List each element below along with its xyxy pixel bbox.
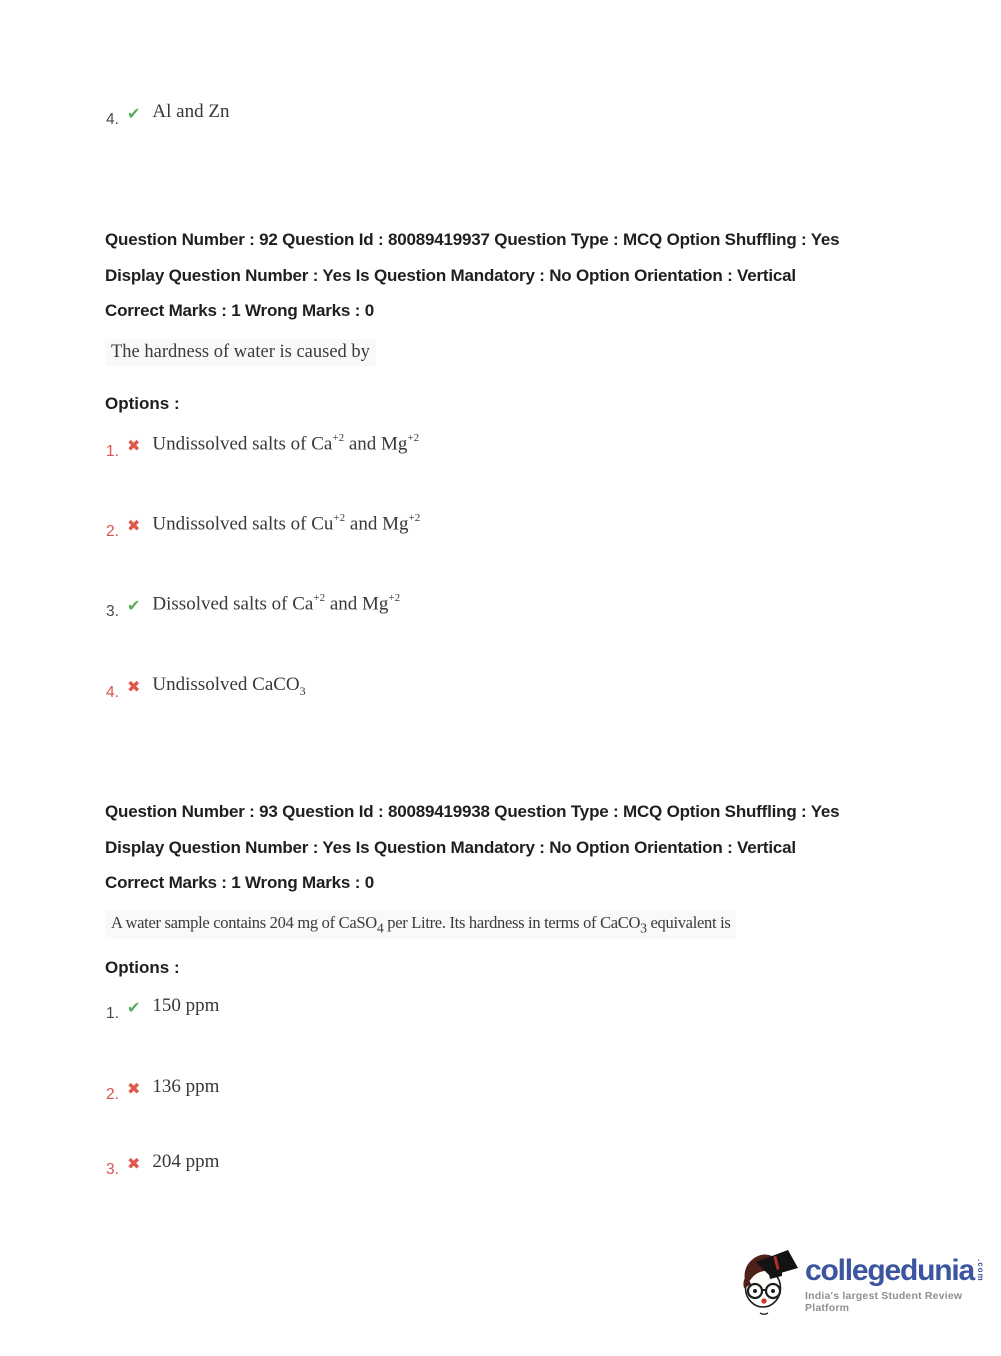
- brand-tagline: India's largest Student Review Platform: [805, 1290, 963, 1315]
- option-row: [106, 592, 401, 620]
- question-header-line: Question Number : 93 Question Id : 80089419938 Question Type : MCQ Option Shuffling : Yes: [105, 802, 840, 821]
- option-row: [106, 432, 420, 460]
- option-text: Dissolved salts of $Ca^{+2}$ and $Mg^{+2}$: [152, 592, 401, 615]
- logo-text: [805, 1255, 1001, 1315]
- option-number: 2.: [106, 1086, 119, 1103]
- option-row: [106, 995, 220, 1022]
- option-row: [106, 101, 230, 128]
- check-icon: ✔: [127, 998, 141, 1017]
- option-row: [106, 1151, 220, 1178]
- question-92-header: [105, 222, 945, 329]
- collegedunia-logo[interactable]: [736, 1244, 1001, 1325]
- question-header-line: Question Number : 92 Question Id : 80089419937 Question Type : MCQ Option Shuffling : Yes: [105, 230, 840, 249]
- option-text: 150 ppm: [152, 995, 220, 1016]
- option-text: 204 ppm: [152, 1151, 220, 1172]
- collegedunia-mascot-icon: [736, 1244, 800, 1325]
- option-number: 2.: [106, 523, 119, 540]
- cross-icon: ✖: [127, 1079, 141, 1098]
- question-93-header: [105, 794, 945, 901]
- option-number: 4.: [106, 111, 119, 128]
- cross-icon: ✖: [127, 516, 141, 535]
- cross-icon: ✖: [127, 677, 141, 696]
- option-number: 3.: [106, 1161, 119, 1178]
- option-number: 4.: [106, 684, 119, 701]
- brand-row: [805, 1255, 1001, 1287]
- option-number: 3.: [106, 603, 119, 620]
- option-row: [106, 1076, 220, 1103]
- options-label: Options :: [105, 394, 180, 413]
- brand-tld: .com: [975, 1258, 985, 1282]
- option-text: Undissolved salts of $Cu^{+2}$ and $Mg^{+2}$: [152, 512, 421, 535]
- option-number: 1.: [106, 443, 119, 460]
- cross-icon: ✖: [127, 1154, 141, 1173]
- check-icon: ✔: [127, 104, 141, 123]
- option-row: [106, 674, 306, 699]
- question-93-text: A water sample contains 204 mg of CaSO$_4$ per Litre. Its hardness in terms of CaCO$_3$ equivalent is: [105, 910, 736, 939]
- question-header-line: Display Question Number : Yes Is Question Mandatory : No Option Orientation : Vertical: [105, 265, 796, 285]
- option-text: Al and Zn: [152, 101, 230, 122]
- check-icon: ✔: [127, 596, 141, 615]
- question-92-text: The hardness of water is caused by: [105, 339, 376, 366]
- options-label: Options :: [105, 958, 180, 977]
- question-header-line: Correct Marks : 1 Wrong Marks : 0: [105, 301, 374, 320]
- option-row: [106, 512, 421, 540]
- option-text: 136 ppm: [152, 1076, 220, 1097]
- option-text: Undissolved salts of $Ca^{+2}$ and $Mg^{+2}$: [152, 432, 420, 455]
- question-header-line: Display Question Number : Yes Is Question Mandatory : No Option Orientation : Vertical: [105, 837, 796, 857]
- question-header-line: Correct Marks : 1 Wrong Marks : 0: [105, 873, 374, 892]
- option-text: Undissolved CaCO$_3$: [152, 674, 306, 698]
- cross-icon: ✖: [127, 436, 141, 455]
- option-number: 1.: [106, 1005, 119, 1022]
- brand-name: collegedunia: [805, 1253, 974, 1287]
